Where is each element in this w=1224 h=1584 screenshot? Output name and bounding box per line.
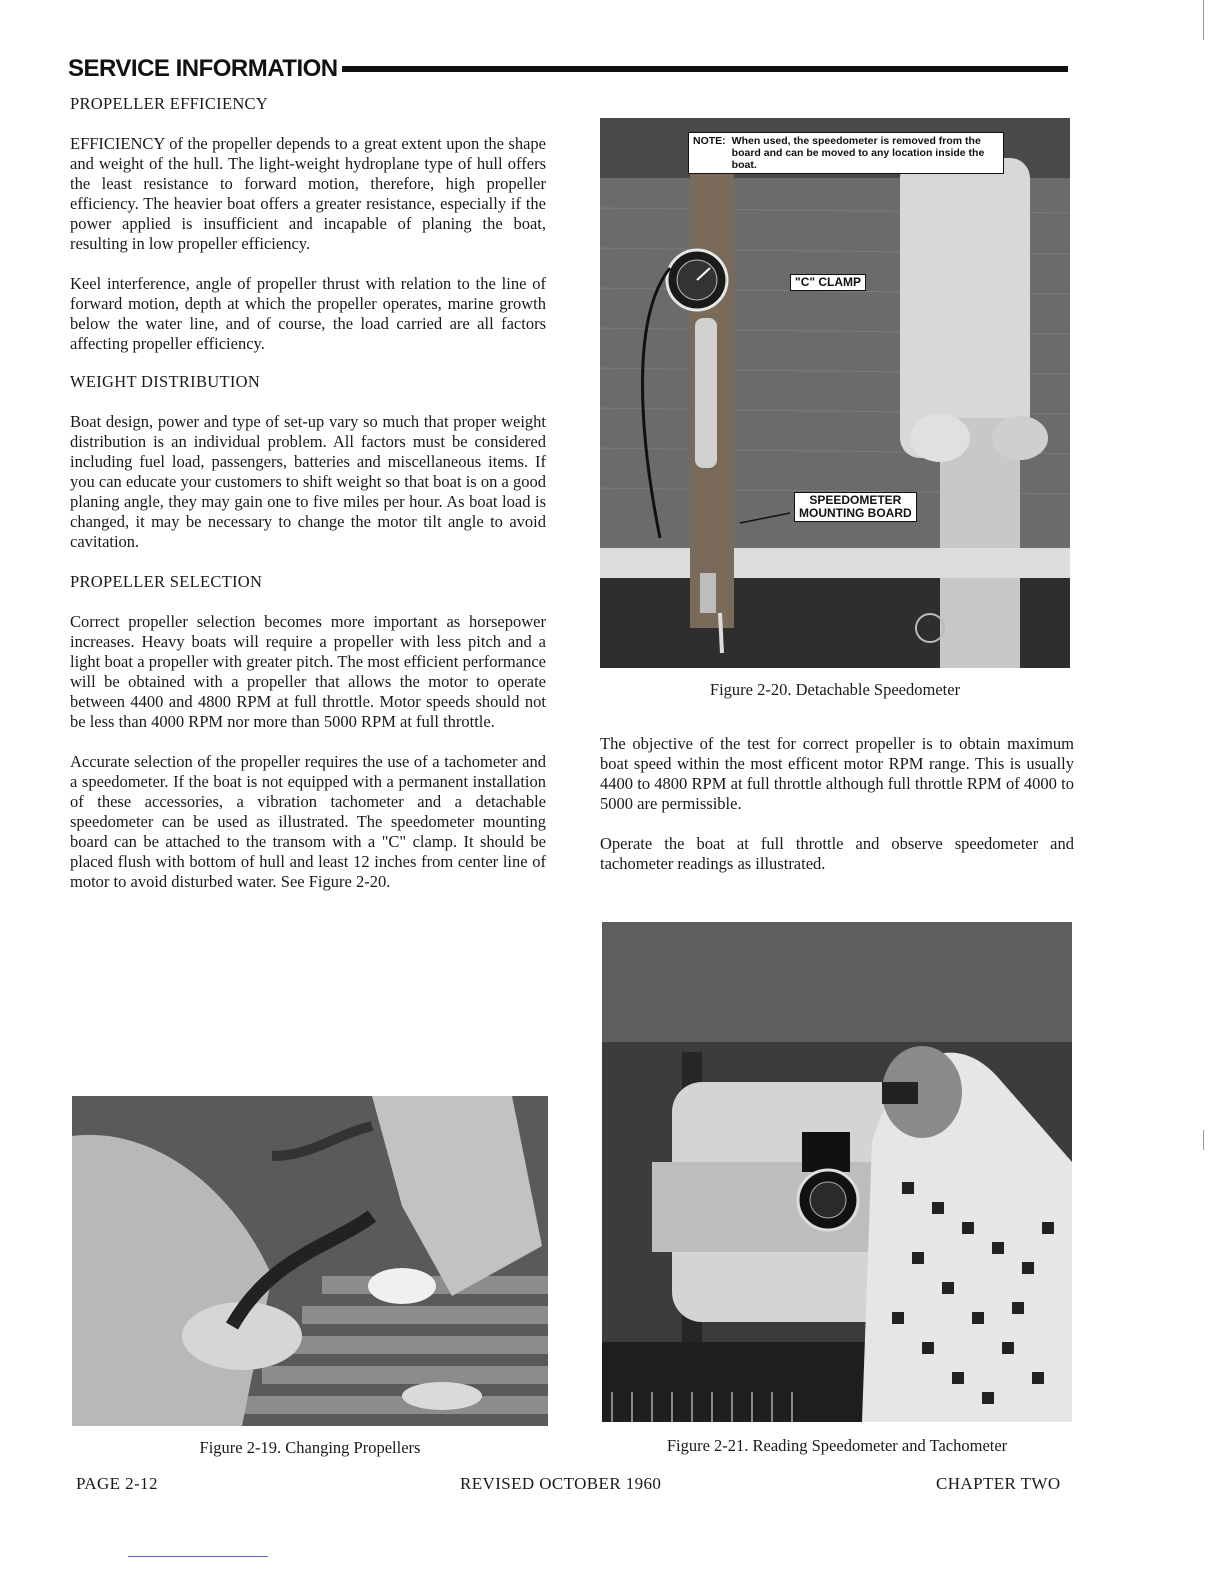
label-board-line-2: MOUNTING BOARD <box>799 506 912 520</box>
paragraph-accurate-selection: Accurate selection of the propeller requires the use of a tachometer and a speedometer. If the boat is not equipped with a permanent installation of these accessories, a vibration tachometer and a detachable speedometer can be used as illustrated. The speedometer mounting board can be attached to the transom with a "C" clamp. It should be placed flush with bottom of hull and least 12 inches from center line of motor to avoid disturbed water. See Figure 2-20. <box>70 752 546 891</box>
header-rule <box>342 66 1068 72</box>
speedometer-board-illustration <box>600 118 1070 668</box>
page-header <box>68 52 1068 86</box>
paragraph-operate-boat: Operate the boat at full throttle and observe speedometer and tachometer readings as illustrated. <box>600 834 1074 873</box>
paragraph-objective: The objective of the test for correct propeller is to obtain maximum boat speed within the most efficent motor RPM range. This is usually 4400 to 4800 RPM at full throttle although full throttle RPM of 4000 to 5000 are permissible. <box>600 734 1074 813</box>
figure-2-21-caption: Figure 2-21. Reading Speedometer and Tachometer <box>666 1436 1008 1455</box>
scan-edge-mark-top <box>1203 0 1204 40</box>
figure-2-20-photo <box>600 118 1070 668</box>
bottom-underline <box>128 1556 268 1557</box>
figure-2-19-photo <box>72 1096 548 1426</box>
note-prefix: NOTE: <box>693 135 726 147</box>
reading-speedometer-illustration <box>602 922 1072 1422</box>
note-text: When used, the speedometer is removed from the board and can be moved to any location inside the boat. <box>731 135 985 171</box>
section-title: SERVICE INFORMATION <box>68 55 338 82</box>
footer-page-number: PAGE 2-12 <box>76 1474 158 1493</box>
label-board-line-1: SPEEDOMETER <box>809 493 902 507</box>
figure-2-21-photo <box>602 922 1072 1422</box>
figure-2-19-caption: Figure 2-19. Changing Propellers <box>199 1438 421 1457</box>
footer-revised-date: REVISED OCTOBER 1960 <box>460 1474 662 1493</box>
paragraph-keel-interference: Keel interference, angle of propeller thrust with relation to the line of forward motion, depth at which the propeller operates, marine growth below the water line, and of course, the load carried are all factors affecting propeller efficiency. <box>70 274 546 353</box>
paragraph-efficiency: EFFICIENCY of the propeller depends to a great extent upon the shape and weight of the hull. The light-weight hydroplane type of hull offers the least resistance to forward motion, therefore, high propeller efficiency. The heavier boat offers a greater resistance, especially if the power applied is insufficient and incapable of planing the boat, resulting in low propeller efficiency. <box>70 134 546 253</box>
label-c-clamp: "C" CLAMP <box>790 274 866 291</box>
paragraph-weight-distribution: Boat design, power and type of set-up vary so much that proper weight distribution is an individual problem. All factors must be considered including fuel load, passengers, batteries and miscellaneous items. If you can educate your customers to shift weight so that boat is on a good planing angle, they may gain one to five miles per hour. As boat load is changed, it may be necessary to change the motor tilt angle to avoid cavitation. <box>70 412 546 551</box>
footer-chapter: CHAPTER TWO <box>936 1474 1061 1493</box>
changing-propellers-illustration <box>72 1096 548 1426</box>
heading-weight-distribution: WEIGHT DISTRIBUTION <box>70 372 261 391</box>
heading-propeller-efficiency: PROPELLER EFFICIENCY <box>70 94 269 113</box>
label-speedometer-mounting-board <box>794 492 917 522</box>
heading-propeller-selection: PROPELLER SELECTION <box>70 572 263 591</box>
paragraph-propeller-selection: Correct propeller selection becomes more important as horsepower increases. Heavy boats will require a propeller with less pitch and a light boat a propeller with greater pitch. The most efficient performance will be obtained with a propeller that allows the motor to operate between 4400 and 4800 RPM at full throttle. Motor speeds should not be less than 4000 RPM nor more than 5000 RPM at full throttle. <box>70 612 546 731</box>
note-callout <box>688 132 1004 174</box>
scan-edge-mark-lower <box>1203 1130 1204 1150</box>
right-column <box>600 734 1074 874</box>
figure-2-20-caption: Figure 2-20. Detachable Speedometer <box>709 680 961 699</box>
left-column <box>70 94 546 892</box>
